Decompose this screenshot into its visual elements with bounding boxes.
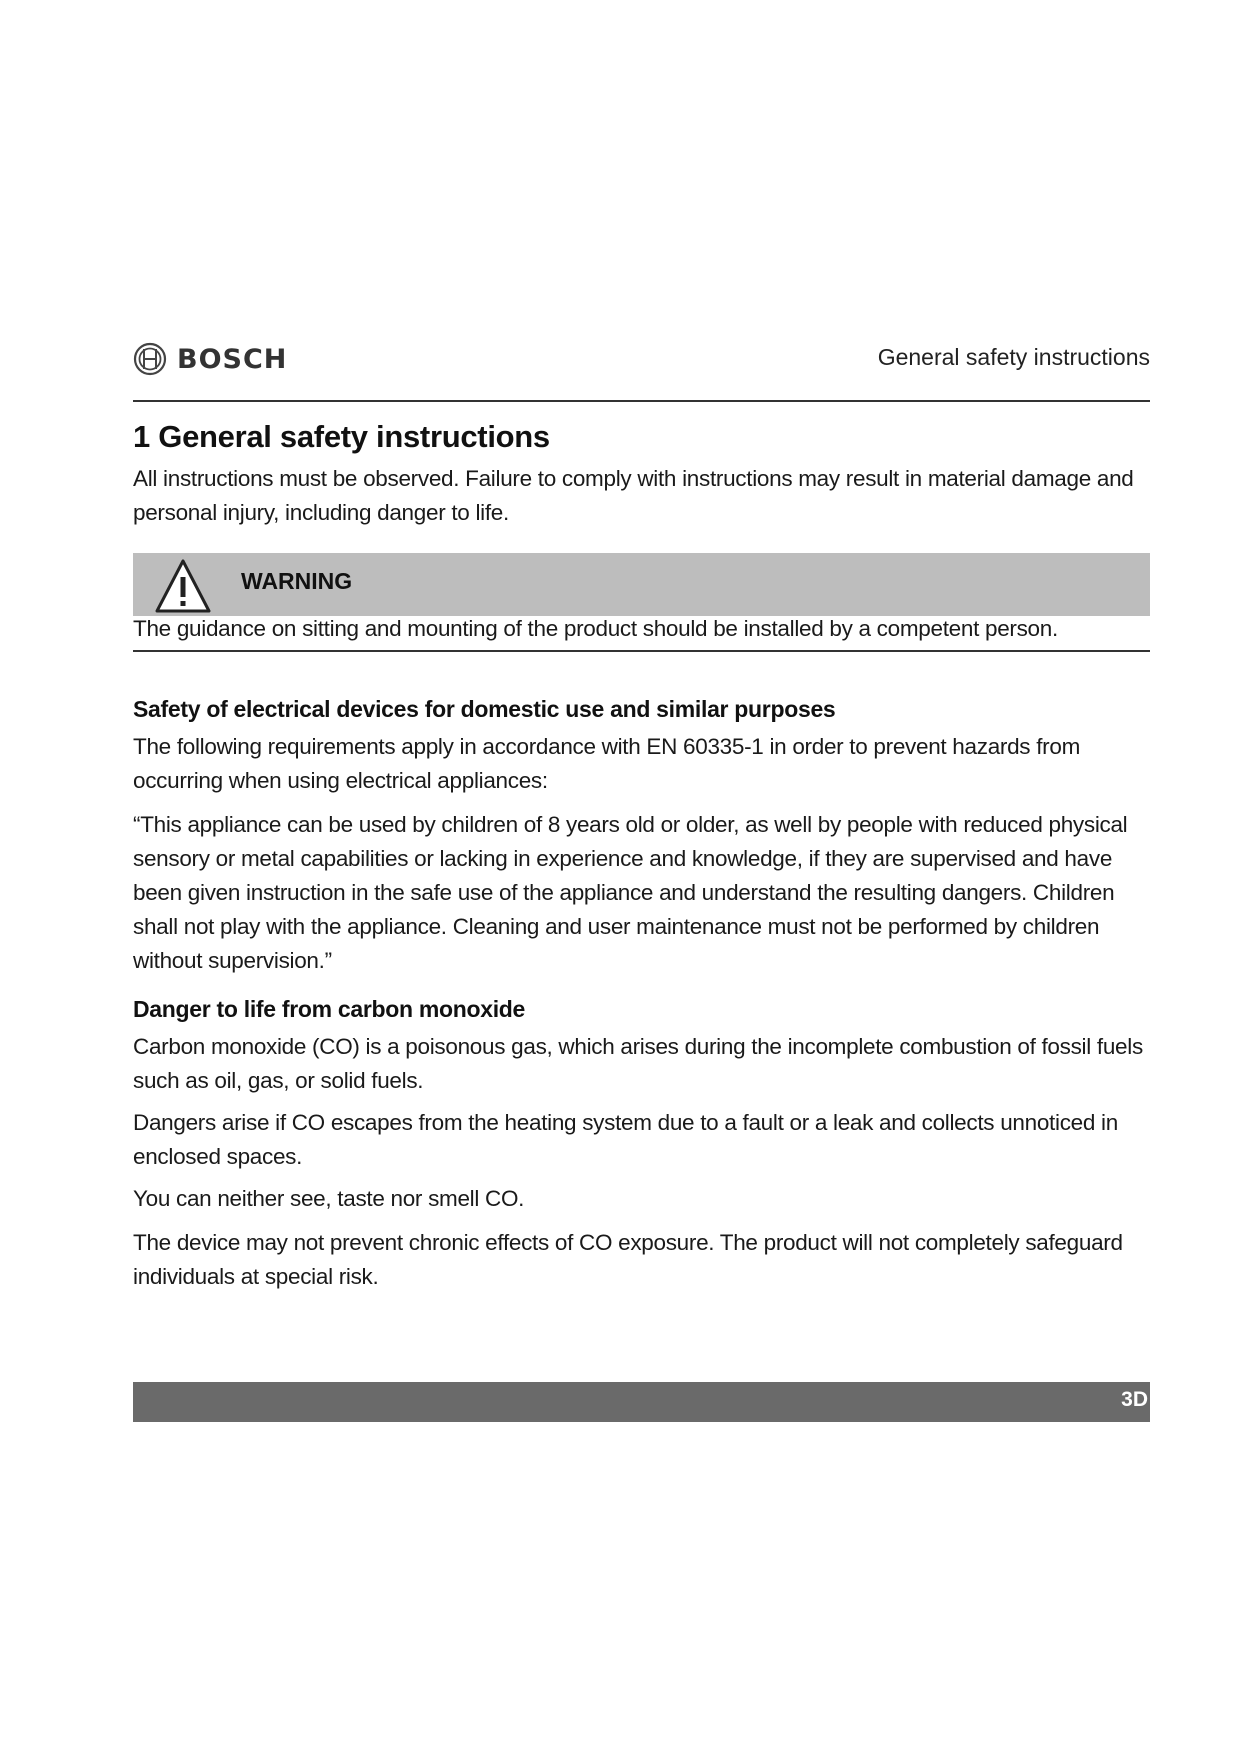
header-section-title: General safety instructions	[877, 344, 1150, 370]
co-paragraph-3: You can neither see, taste nor smell CO.	[133, 1186, 525, 1211]
warning-text: The guidance on sitting and mounting of the product should be installed by a competent person.	[133, 616, 1058, 641]
electrical-heading: Safety of electrical devices for domestic use and similar purposes	[133, 696, 836, 722]
electrical-paragraph-2: “This appliance can be used by children of 8 years old or older, as well by people with reduced physical sensory or metal capabilities or lacking in experience and knowledge, if they are supervised and have been given instruction in the safe use of the appliance and understand the resulting dangers. Children shall not play with the appliance. Cleaning and user maintenance must not be performed by children without supervision.”	[133, 812, 1128, 973]
co-paragraph-2: Dangers arise if CO escapes from the heating system due to a fault or a leak and collects unnoticed in enclosed spaces.	[133, 1110, 1118, 1169]
warning-triangle-icon	[153, 557, 213, 615]
bosch-armature-icon	[133, 342, 167, 376]
warning-banner	[133, 553, 1150, 616]
page-number: 3D	[1121, 1388, 1148, 1411]
page-header	[133, 338, 1150, 378]
intro-paragraph: All instructions must be observed. Failure to comply with instructions may result in material damage and personal injury, including danger to life.	[133, 466, 1134, 525]
electrical-paragraph-1: The following requirements apply in accordance with EN 60335-1 in order to prevent hazards from occurring when using electrical appliances:	[133, 734, 1081, 793]
warning-divider	[133, 650, 1150, 652]
footer-bar	[133, 1382, 1150, 1422]
brand-name: BOSCH	[177, 343, 288, 375]
co-heading: Danger to life from carbon monoxide	[133, 996, 526, 1022]
co-paragraph-1: Carbon monoxide (CO) is a poisonous gas, which arises during the incomplete combustion of fossil fuels such as oil, gas, or solid fuels.	[133, 1034, 1143, 1093]
bosch-logo	[133, 342, 287, 376]
co-paragraph-4: The device may not prevent chronic effects of CO exposure. The product will not completely safeguard individuals at special risk.	[133, 1230, 1123, 1289]
page-title: 1 General safety instructions	[133, 419, 550, 454]
header-divider	[133, 400, 1150, 402]
warning-label: WARNING	[241, 568, 353, 594]
